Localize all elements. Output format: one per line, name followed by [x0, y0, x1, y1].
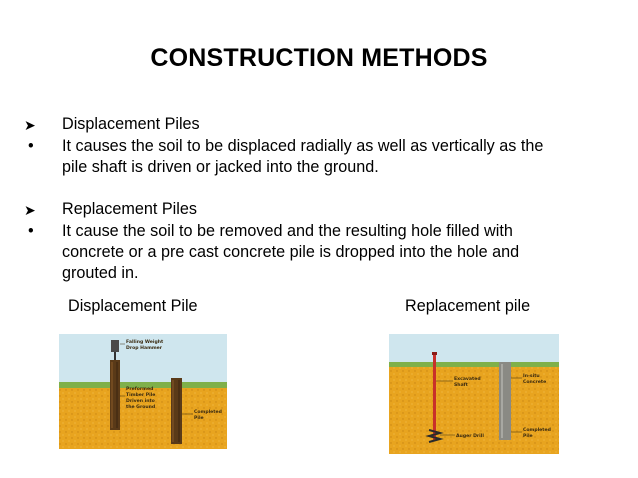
- label-falling-weight: Falling Weight: [126, 340, 164, 345]
- bullet-list: [24, 114, 624, 284]
- dot-bullet-icon: •: [28, 222, 34, 240]
- concrete-pile: [499, 362, 511, 440]
- label-concrete-1: In-situ: [523, 374, 540, 379]
- displacement-pile-figure: [59, 334, 227, 449]
- label-timber-1: Preformed: [126, 387, 154, 392]
- section-body-displacement: [24, 136, 624, 178]
- section-heading-replacement: [24, 199, 624, 221]
- drop-hammer: [111, 340, 119, 352]
- sky-area: [389, 334, 559, 364]
- section-heading-label: Replacement Piles: [62, 200, 197, 218]
- label-timber-4: the Ground: [126, 405, 156, 410]
- replacement-pile-figure: [389, 334, 559, 454]
- label-completed-2: Pile: [523, 434, 533, 439]
- label-concrete-2: Concrete: [523, 380, 547, 385]
- arrow-bullet-icon: ➤: [24, 117, 36, 133]
- body-line: It causes the soil to be displaced radially as well as vertically as the: [62, 137, 544, 155]
- caption-displacement-pile: Displacement Pile: [68, 297, 198, 315]
- label-completed-1: Completed: [523, 428, 551, 433]
- section-heading-label: Displacement Piles: [62, 115, 200, 133]
- body-line: grouted in.: [62, 264, 139, 282]
- body-line: concrete or a pre cast concrete pile is dropped into the hole and: [62, 243, 520, 261]
- label-auger-drill: Auger Drill: [456, 434, 484, 439]
- grass-strip: [389, 362, 559, 367]
- caption-replacement-pile: Replacement pile: [405, 297, 531, 315]
- label-timber-2: Timber Pile: [126, 393, 156, 398]
- label-completed-2: Pile: [194, 416, 204, 421]
- label-shaft-1: Excavated: [454, 377, 481, 382]
- label-shaft-2: Shaft: [454, 383, 468, 388]
- label-drop-hammer: Drop Hammer: [126, 346, 163, 351]
- dot-bullet-icon: •: [28, 137, 34, 155]
- body-line: It cause the soil to be removed and the resulting hole filled with: [62, 222, 513, 240]
- section-body-replacement: [24, 221, 624, 284]
- label-timber-3: Driven into: [126, 399, 155, 404]
- label-completed-1: Completed: [194, 410, 222, 415]
- arrow-bullet-icon: ➤: [24, 202, 36, 218]
- slide-title: CONSTRUCTION METHODS: [150, 44, 488, 72]
- excavated-shaft: [433, 354, 436, 440]
- body-line: pile shaft is driven or jacked into the ground.: [62, 158, 379, 176]
- section-heading-displacement: [24, 114, 624, 136]
